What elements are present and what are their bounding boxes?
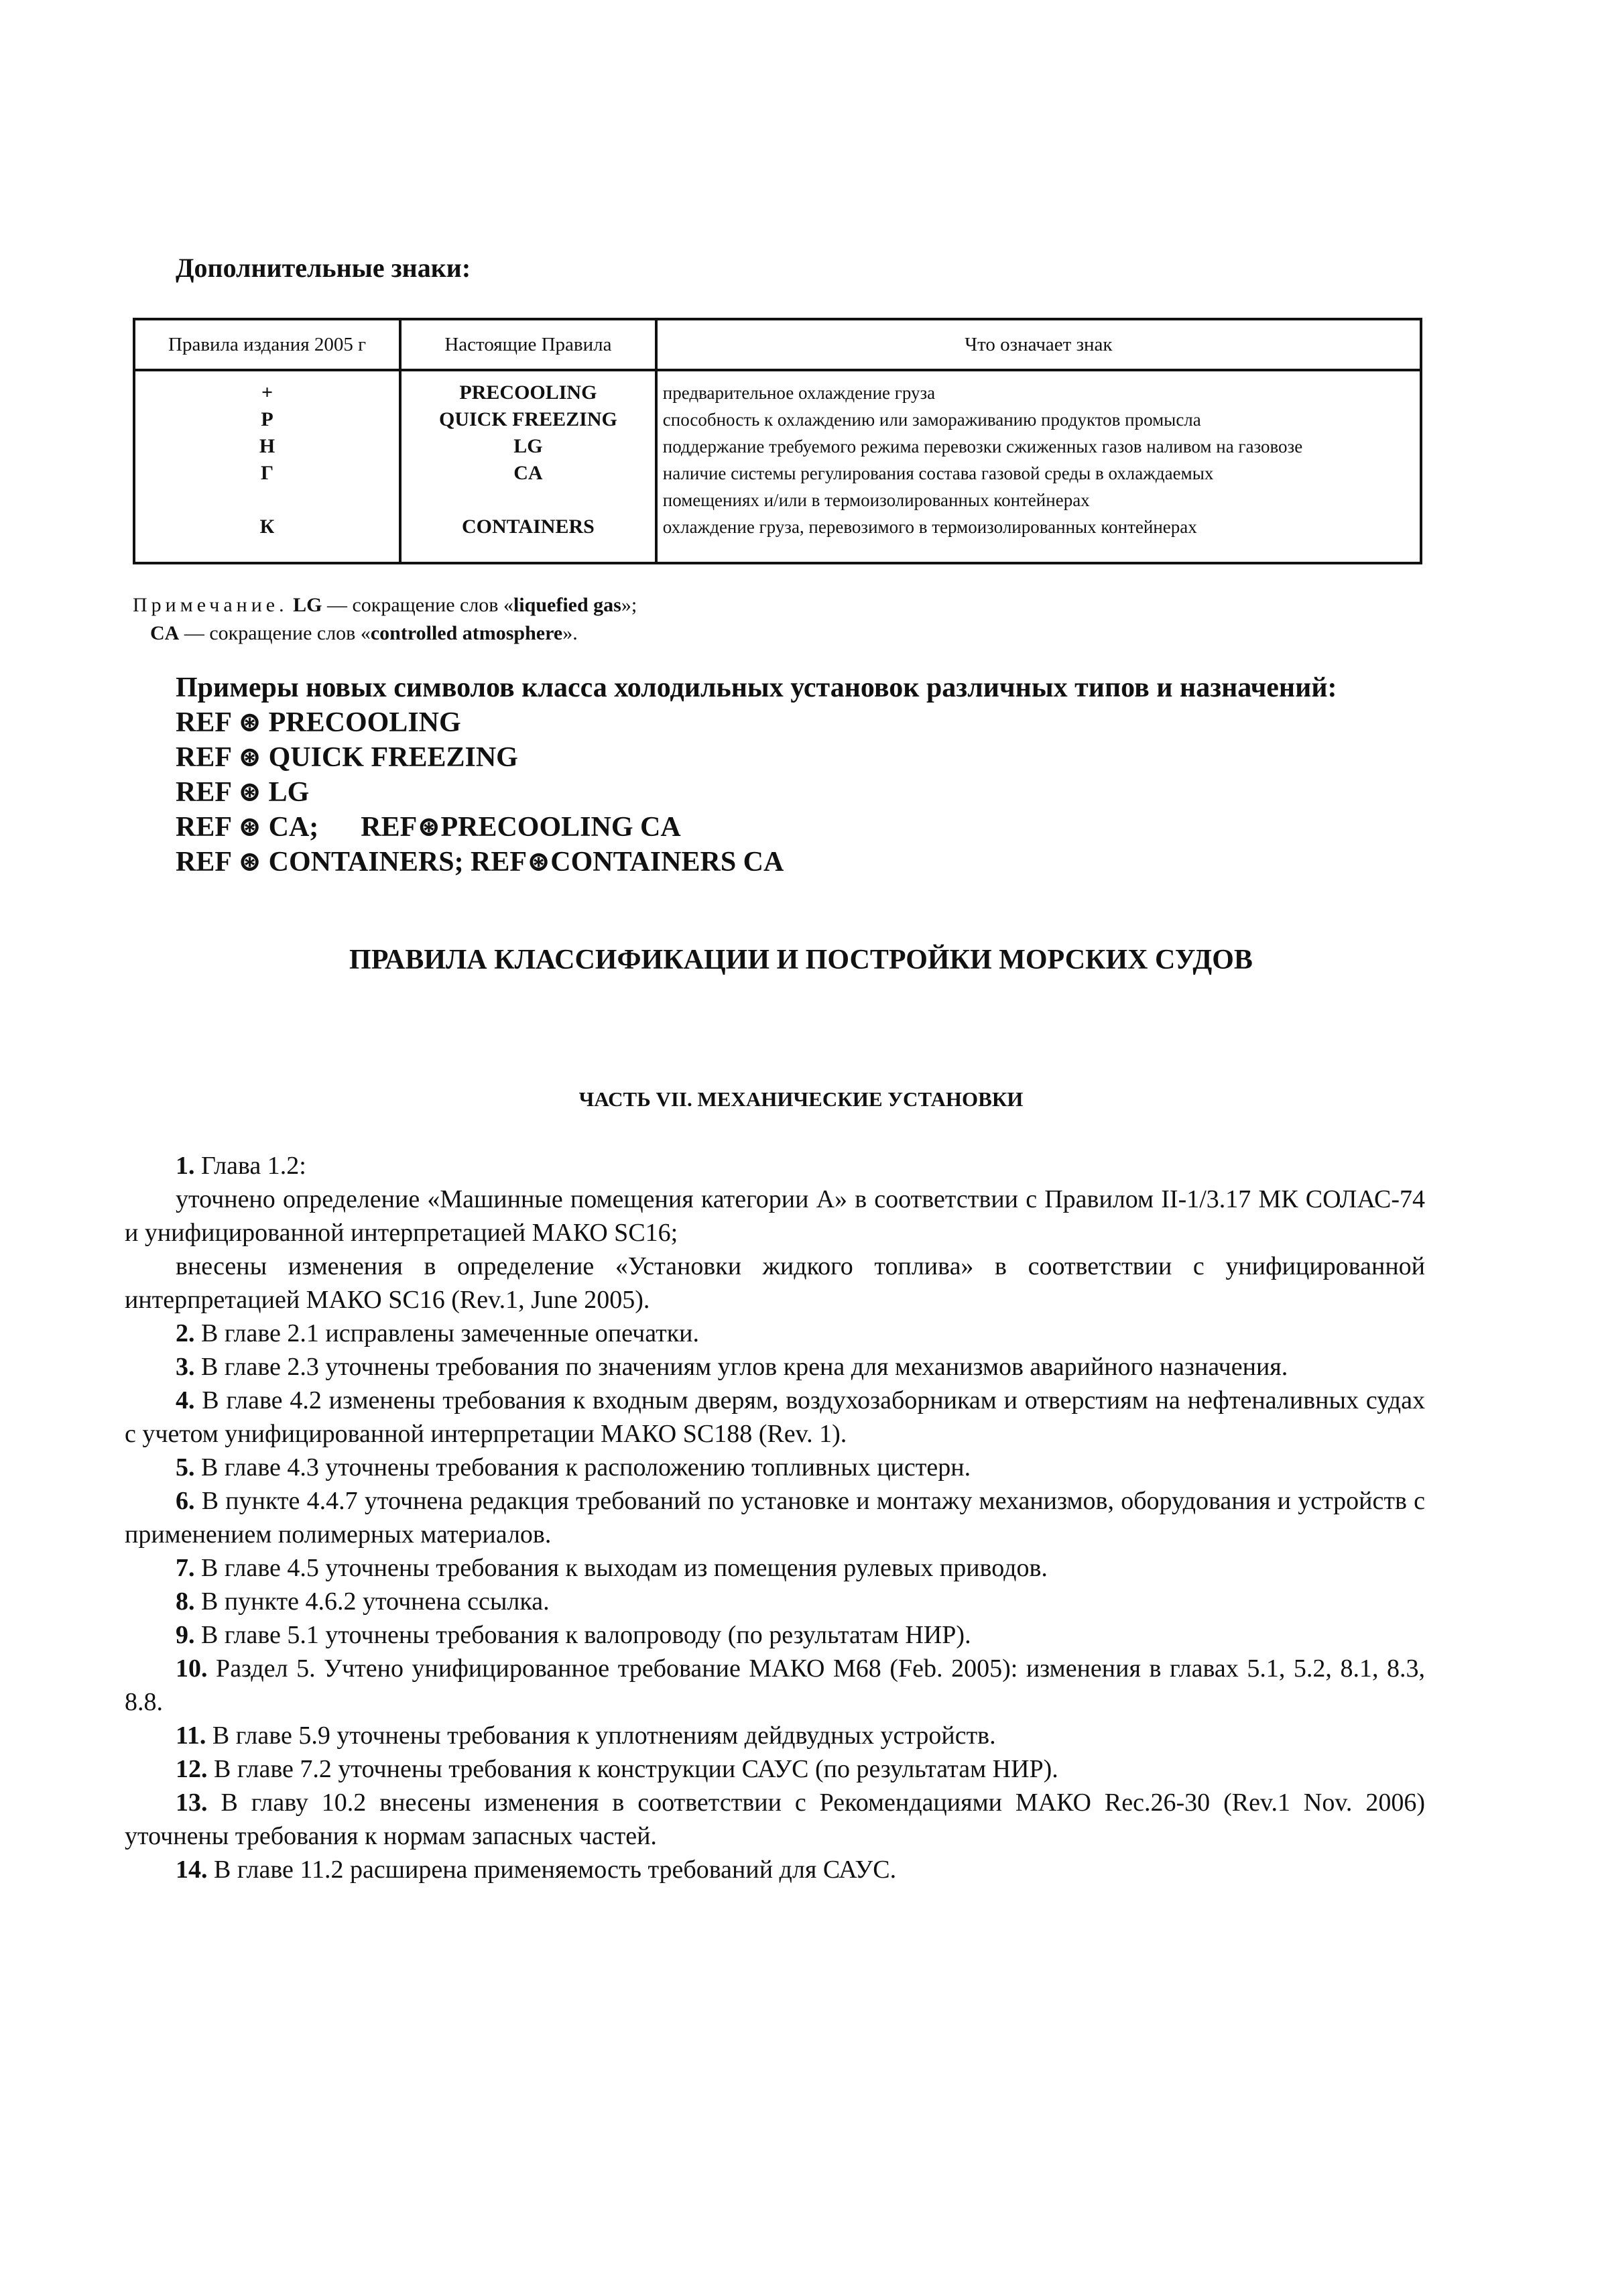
part-title: ЧАСТЬ VII. МЕХАНИЧЕСКИЕ УСТАНОВКИ	[578, 1087, 1024, 1111]
header-meaning: Что означает знак	[656, 319, 1421, 370]
new-sign: PRECOOLING	[459, 381, 597, 404]
item-number: 9.	[176, 1621, 195, 1649]
note-text: — сокращение слов «	[179, 622, 371, 644]
item-text: В главе 7.2 уточнены требования к конструкции САУС (по результатам НИР).	[207, 1755, 1058, 1783]
list-item	[125, 1719, 1425, 1752]
item-text: В главе 5.1 уточнены требования к валопроводу (по результатам НИР).	[194, 1621, 971, 1649]
meaning-line: способность к охлаждению или замораживанию продуктов промысла	[662, 410, 1201, 430]
note-line-2	[133, 619, 637, 648]
signs-table	[133, 318, 1422, 564]
header-old-rules: Правила издания 2005 г	[134, 319, 400, 370]
new-sign: LG	[513, 435, 543, 457]
list-item	[125, 1652, 1425, 1719]
item-number: 1.	[176, 1152, 195, 1180]
item-text: В главе 4.5 уточнены требования к выходам из помещения рулевых приводов.	[194, 1554, 1048, 1582]
example-line: REF ⊛ CONTAINERS; REF⊛CONTAINERS CA	[176, 847, 784, 878]
table-header-row	[134, 319, 1421, 370]
extra-signs-heading: Дополнительные знаки:	[176, 253, 471, 283]
examples-block	[176, 670, 1337, 880]
list-item	[125, 1149, 1425, 1183]
note-term-lg: liquefied gas	[513, 594, 621, 616]
example-line: REF ⊛ CA; REF⊛PRECOOLING CA	[176, 812, 681, 843]
item-number: 2.	[176, 1319, 195, 1347]
examples-title: Примеры новых символов класса холодильных установок различных типов и назначений:	[176, 672, 1337, 703]
list-item	[125, 1484, 1425, 1551]
item-text: Глава 1.2:	[194, 1152, 306, 1180]
old-signs-cell	[134, 370, 400, 563]
old-sign: H	[259, 435, 275, 457]
meaning-line: поддержание требуемого режима перевозки сжиженных газов наливом на газовозе	[662, 436, 1303, 457]
list-item	[125, 1618, 1425, 1652]
item-number: 7.	[176, 1554, 195, 1582]
item-text: Раздел 5. Учтено унифицированное требование МАКО М68 (Feb. 2005): изменения в главах 5.1, 5.2, 8.1, 8.3, 8.8.	[125, 1654, 1425, 1716]
meaning-line: охлаждение груза, перевозимого в термоизолированных контейнерах	[662, 517, 1197, 537]
note-abbr-ca: CA	[150, 622, 180, 644]
new-sign: QUICK FREEZING	[438, 408, 617, 430]
item-text: В главе 2.3 уточнены требования по значениям углов крена для механизмов аварийного назначения.	[194, 1353, 1288, 1381]
meaning-line: наличие системы регулирования состава газовой среды в охлаждаемых	[662, 463, 1214, 483]
item-number: 14.	[176, 1856, 208, 1884]
list-item	[125, 1384, 1425, 1451]
note-text: »;	[621, 594, 637, 616]
list-item	[125, 1317, 1425, 1350]
item-text: В главе 4.2 изменены требования к входным дверям, воздухозаборникам и отверстиям на нефтеналивных судах с учетом унифицированной интерпретации МАКО SC188 (Rev. 1).	[125, 1386, 1425, 1448]
item-text: В пункте 4.4.7 уточнена редакция требований по установке и монтажу механизмов, оборудования и устройств с применением полимерных материалов.	[125, 1487, 1425, 1549]
list-item	[125, 1350, 1425, 1384]
note-term-ca: controlled atmosphere	[370, 622, 563, 644]
list-item	[125, 1853, 1425, 1886]
item-number: 8.	[176, 1587, 195, 1616]
item-text: уточнено определение «Машинные помещения категории А» в соответствии с Правилом II-1/3.17 МК СОЛАС-74 и унифицированной интерпретацией МАКО SC16;	[125, 1185, 1425, 1247]
new-sign: CONTAINERS	[462, 516, 595, 538]
item-text: В главу 10.2 внесены изменения в соответствии с Рекомендациями МАКО Rec.26-30 (Rev.1 Nov. 2006) уточнены требования к нормам запасных частей.	[125, 1789, 1425, 1850]
note-abbr-lg: LG	[293, 594, 322, 616]
item-number: 4.	[176, 1386, 195, 1414]
item-text: внесены изменения в определение «Установки жидкого топлива» в соответствии с унифицированной интерпретацией МАКО SC16 (Rev.1, June 2005).	[125, 1252, 1425, 1314]
table-note	[133, 591, 637, 648]
list-item	[125, 1183, 1425, 1250]
meaning-line: предварительное охлаждение груза	[662, 383, 936, 403]
example-line: REF ⊛ QUICK FREEZING	[176, 742, 518, 773]
item-number: 3.	[176, 1353, 195, 1381]
table-row	[134, 370, 1421, 563]
old-sign: К	[259, 516, 275, 538]
list-item	[125, 1250, 1425, 1317]
item-text: В главе 11.2 расширена применяемость требований для САУС.	[207, 1856, 897, 1884]
example-line: REF ⊛ LG	[176, 777, 310, 808]
list-item	[125, 1786, 1425, 1853]
list-item	[125, 1451, 1425, 1484]
item-number: 12.	[176, 1755, 208, 1783]
item-text: В главе 5.9 уточнены требования к уплотнениям дейдвудных устройств.	[206, 1721, 996, 1750]
header-current-rules: Настоящие Правила	[400, 319, 656, 370]
note-line-1	[133, 591, 637, 619]
item-text: В главе 4.3 уточнены требования к расположению топливных цистерн.	[194, 1453, 971, 1482]
note-label: Примечание.	[133, 594, 288, 616]
list-item	[125, 1585, 1425, 1618]
new-sign	[407, 487, 650, 513]
item-number: 13.	[176, 1789, 208, 1817]
meaning-line: помещениях и/или в термоизолированных контейнерах	[662, 490, 1090, 510]
rules-title: ПРАВИЛА КЛАССИФИКАЦИИ И ПОСТРОЙКИ МОРСКИХ СУДОВ	[349, 945, 1253, 975]
note-text: — сокращение слов «	[322, 594, 513, 616]
item-number: 6.	[176, 1487, 195, 1515]
item-text: В пункте 4.6.2 уточнена ссылка.	[194, 1587, 550, 1616]
item-number: 10.	[176, 1654, 208, 1683]
old-sign	[141, 487, 393, 513]
note-text: ».	[562, 622, 578, 644]
changes-list	[125, 1149, 1425, 1886]
list-item	[125, 1752, 1425, 1786]
item-number: 5.	[176, 1453, 195, 1482]
item-number: 11.	[176, 1721, 206, 1750]
new-signs-cell	[400, 370, 656, 563]
new-sign: CA	[513, 462, 543, 484]
item-text: В главе 2.1 исправлены замеченные опечатки.	[194, 1319, 700, 1347]
example-line: REF ⊛ PRECOOLING	[176, 707, 461, 738]
list-item	[125, 1551, 1425, 1585]
old-sign: +	[261, 381, 273, 404]
old-sign: Г	[260, 462, 274, 484]
old-sign: P	[261, 408, 273, 430]
meaning-cell	[656, 370, 1421, 563]
